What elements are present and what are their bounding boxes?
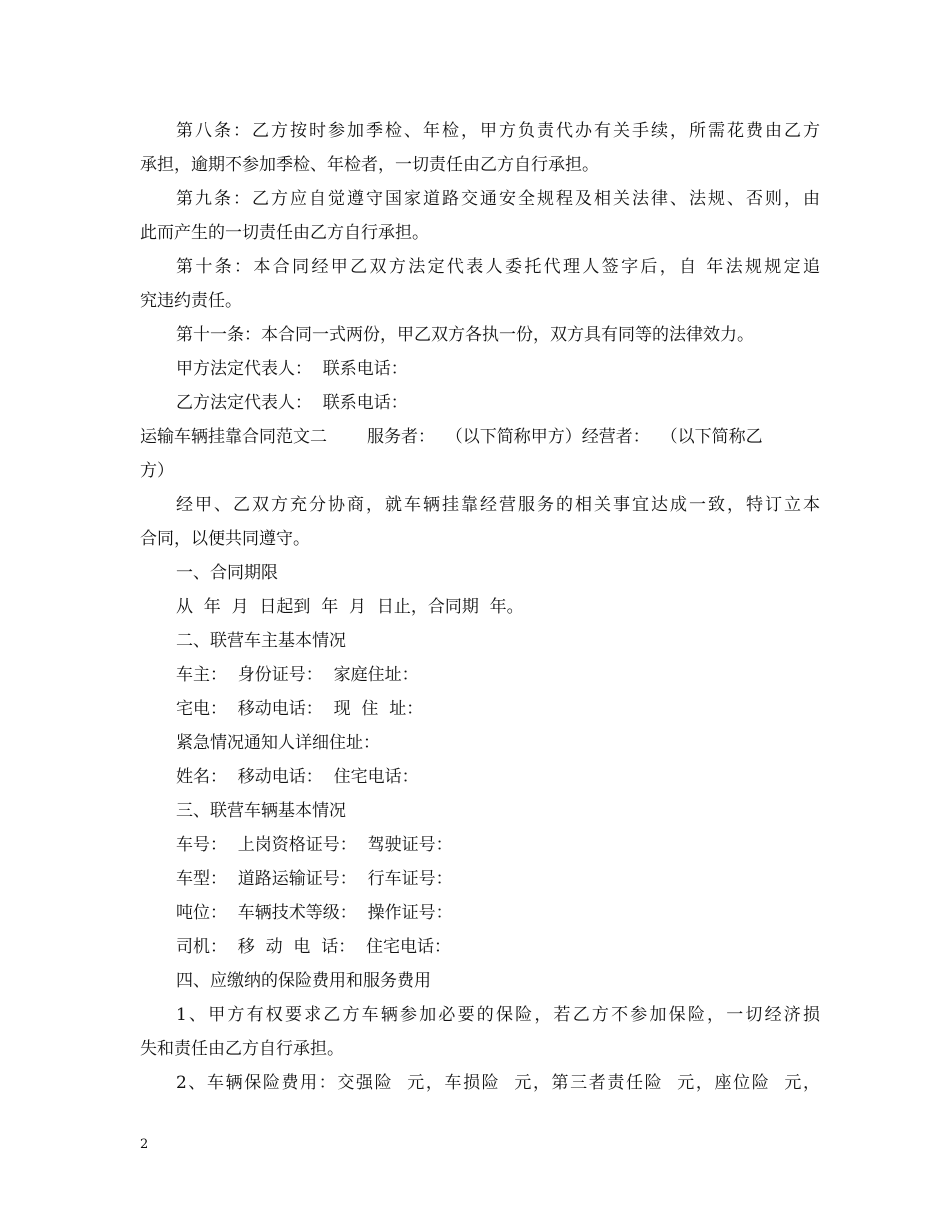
section-3-heading: 三、联营车辆基本情况 — [176, 801, 346, 821]
insurance-clause-1-line-2: 失和责任由乙方自行承担。 — [140, 1039, 344, 1059]
party-a-representative: 甲方法定代表人： 联系电话： — [176, 359, 408, 379]
article-10-line-2: 究违约责任。 — [140, 291, 242, 311]
article-11-line: 第十一条：本合同一式两份，甲乙双方各执一份，双方具有同等的法律效力。 — [176, 325, 754, 345]
preamble-line-1: 经甲、乙双方充分协商，就车辆挂靠经营服务的相关事宜达成一致，特订立本 — [176, 495, 820, 515]
contract-two-intro-line-1 — [140, 425, 820, 449]
contract-two-intro-line-2: 方） — [140, 461, 174, 481]
emergency-contact-line: 紧急情况通知人详细住址： — [176, 733, 380, 753]
preamble-line-2: 合同，以便共同遵守。 — [140, 529, 310, 549]
party-b-representative: 乙方法定代表人： 联系电话： — [176, 393, 408, 413]
vehicle-number-line: 车号： 上岗资格证号： 驾驶证号： — [176, 835, 453, 855]
service-parties-line: 服务者： （以下简称甲方）经营者： （以下简称乙 — [367, 427, 763, 447]
article-9-line-1: 第九条：乙方应自觉遵守国家道路交通安全规程及相关法律、法规、否则，由 — [176, 189, 820, 209]
article-8-line-1: 第八条：乙方按时参加季检、年检，甲方负责代办有关手续，所需花费由乙方 — [176, 121, 820, 141]
owner-phone-line: 宅电： 移动电话： 现 住 址： — [176, 699, 424, 719]
article-9-line-2: 此而产生的一切责任由乙方自行承担。 — [140, 223, 429, 243]
section-2-heading: 二、联营车主基本情况 — [176, 631, 346, 651]
emergency-name-line: 姓名： 移动电话： 住宅电话： — [176, 767, 419, 787]
owner-info-line: 车主： 身份证号： 家庭住址： — [176, 665, 419, 685]
article-10-line-1: 第十条：本合同经甲乙双方法定代表人委托代理人签字后，自 年法规规定追 — [176, 257, 820, 277]
contract-two-heading: 运输车辆挂靠合同范文二 — [140, 427, 327, 447]
contract-term-line: 从 年 月 日起到 年 月 日止，合同期 年。 — [176, 597, 524, 617]
section-1-heading: 一、合同期限 — [176, 563, 278, 583]
vehicle-tonnage-line: 吨位： 车辆技术等级： 操作证号： — [176, 903, 453, 923]
article-8-line-2: 承担，逾期不参加季检、年检者，一切责任由乙方自行承担。 — [140, 155, 599, 175]
insurance-clause-2-line-1: 2、车辆保险费用：交强险 元，车损险 元，第三者责任险 元，座位险 元， — [176, 1073, 820, 1093]
section-4-heading: 四、应缴纳的保险费用和服务费用 — [176, 971, 431, 991]
insurance-clause-1-line-1: 1、甲方有权要求乙方车辆参加必要的保险，若乙方不参加保险，一切经济损 — [176, 1005, 820, 1025]
vehicle-type-line: 车型： 道路运输证号： 行车证号： — [176, 869, 453, 889]
page-number: 2 — [140, 1137, 149, 1152]
driver-line: 司机： 移 动 电 话： 住宅电话： — [176, 937, 452, 957]
